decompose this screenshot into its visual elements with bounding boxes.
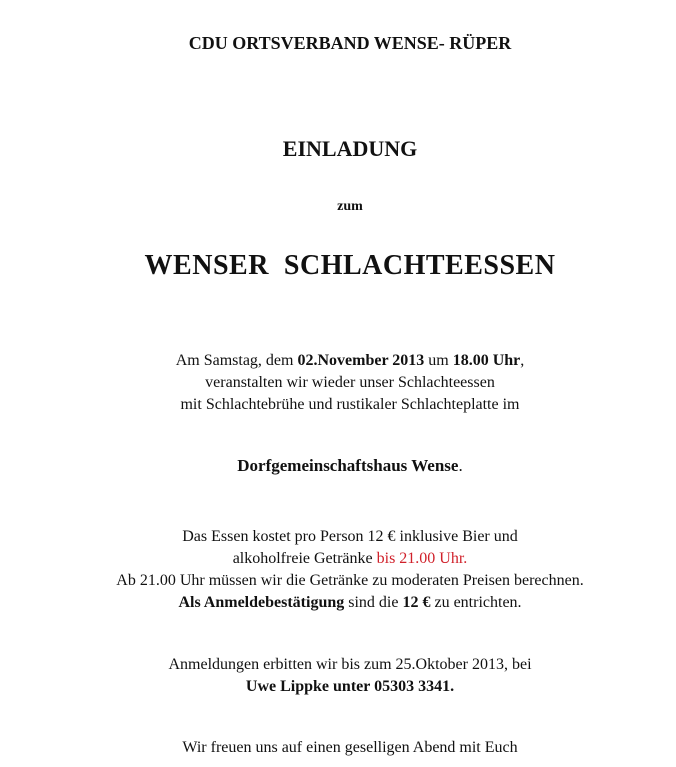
drinks-deadline-highlight: bis 21.00 Uhr. [376,550,468,567]
intro-line-3: mit Schlachtebrühe und rustikaler Schlachteplatte im [180,396,520,413]
venue-suffix: . [458,456,463,475]
venue-name: Dorfgemeinschaftshaus Wense [237,456,459,475]
pricing-line-4-mid: sind die [344,594,403,611]
intro-line-1 [0,352,676,370]
intro-suffix: , [520,352,525,369]
zum-label: zum [337,199,363,214]
pricing-line-1: Das Essen kostet pro Person 12 € inklusive Bier und [182,528,518,545]
venue-line [0,456,676,476]
registration-line-1: Anmeldungen erbitten wir bis zum 25.Oktober 2013, bei [168,656,532,673]
pricing-line-4-suffix: zu entrichten. [430,594,522,611]
registration-contact [0,678,676,696]
intro-line-2: veranstalten wir wieder unser Schlachteessen [205,374,495,391]
pricing-line-4 [0,594,676,612]
closing-line: Wir freuen uns auf einen geselligen Abend mit Euch [182,739,518,756]
registration-confirmation-label: Als Anmeldebestätigung [178,594,345,611]
pricing-line-2 [0,550,676,568]
contact-person: Uwe Lippke unter 05303 3341. [245,678,455,695]
event-date: 02.November 2013 [297,352,425,369]
event-name [0,250,676,282]
pricing-line-3: Ab 21.00 Uhr müssen wir die Getränke zu moderaten Preisen berechnen. [116,572,584,589]
invitation-title: EINLADUNG [282,136,418,161]
organization-heading: CDU ORTSVERBAND WENSE- RÜPER [188,33,512,53]
intro-mid: um [424,352,453,369]
event-time: 18.00 Uhr [452,352,521,369]
price-amount: 12 € [402,594,431,611]
intro-prefix: Am Samstag, dem [175,352,298,369]
event-name-text: WENSER SCHLACHTEESSEN [144,250,556,281]
pricing-line-2-prefix: alkoholfreie Getränke [232,550,377,567]
